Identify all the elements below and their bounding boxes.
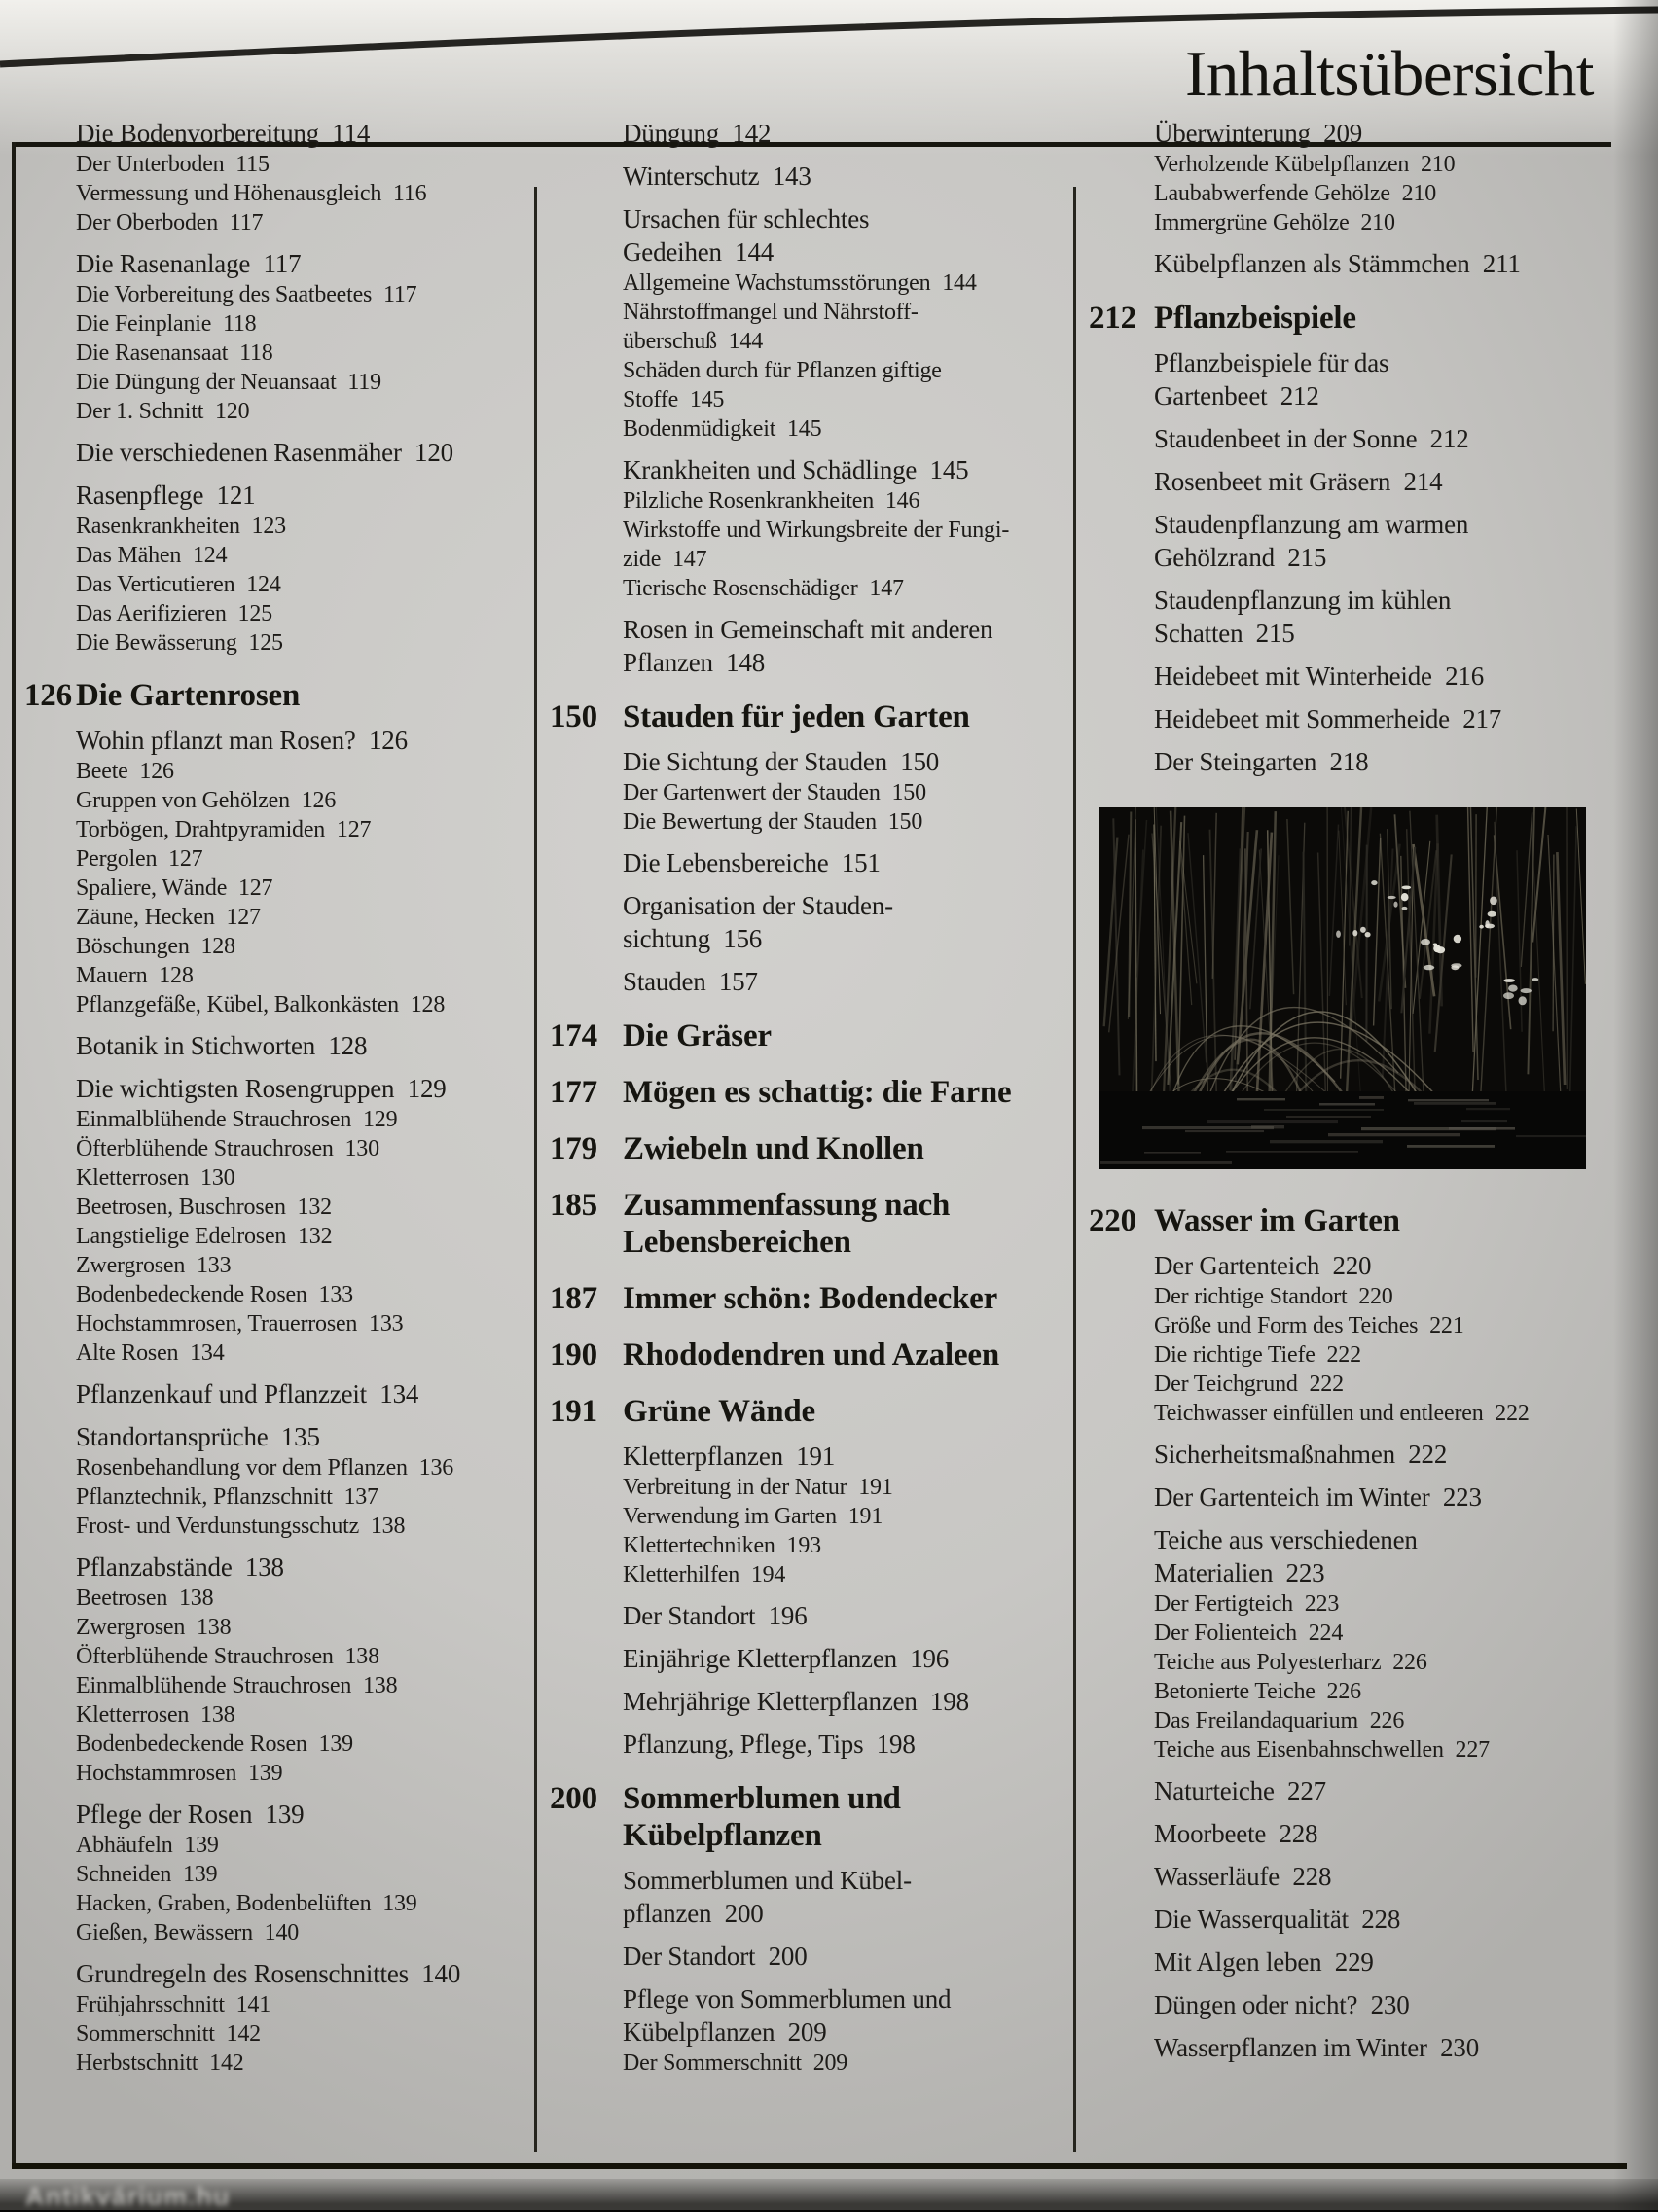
toc-entry bbox=[1084, 1481, 1635, 1514]
entry-label: Alte Rosen 134 bbox=[76, 1340, 225, 1366]
entry-label: Die Rasenansaat 118 bbox=[76, 340, 273, 366]
toc-entry bbox=[19, 1420, 525, 1453]
toc-chapter-entry bbox=[545, 1130, 1080, 1167]
toc-entry bbox=[1084, 179, 1635, 208]
chapter-title: Wasser im Garten bbox=[1154, 1203, 1400, 1238]
entry-label: Schneiden 139 bbox=[76, 1862, 217, 1887]
chapter-title: Immer schön: Bodendecker bbox=[623, 1281, 997, 1316]
entry-label: Der Teichgrund 222 bbox=[1154, 1372, 1344, 1397]
toc-entry bbox=[545, 889, 1080, 955]
toc-entry bbox=[19, 1377, 525, 1410]
toc-entry bbox=[545, 1982, 1080, 2049]
entry-label: Der Sommerschnitt 209 bbox=[623, 2051, 847, 2076]
entry-label: Die Bewässerung 125 bbox=[76, 630, 283, 656]
toc-entry bbox=[1084, 117, 1635, 150]
toc-entry bbox=[19, 179, 525, 208]
toc-entry bbox=[1084, 584, 1635, 650]
toc-entry bbox=[1084, 1945, 1635, 1979]
toc-entry bbox=[19, 1222, 525, 1251]
entry-label: Frühjahrsschnitt 141 bbox=[76, 1992, 270, 2017]
entry-label: Einmalblühende Strauchrosen 138 bbox=[76, 1673, 397, 1698]
toc-column-2 bbox=[545, 117, 1080, 2078]
toc-entry bbox=[19, 280, 525, 309]
toc-entry bbox=[19, 1613, 525, 1642]
toc-entry bbox=[1084, 1677, 1635, 1706]
watermark-text: Antikvárium.hu bbox=[25, 2182, 231, 2212]
toc-entry bbox=[19, 150, 525, 179]
toc-entry bbox=[1084, 422, 1635, 455]
entry-label: Spaliere, Wände 127 bbox=[76, 875, 272, 901]
toc-chapter-entry bbox=[545, 1393, 1080, 1430]
entry-label: Größe und Form des Teiches 221 bbox=[1154, 1313, 1464, 1338]
entry-label: Allgemeine Wachstumsstörungen 144 bbox=[623, 270, 977, 296]
chapter-number: 126 bbox=[24, 677, 72, 714]
entry-label: Das Mähen 124 bbox=[76, 543, 227, 568]
toc-entry bbox=[1084, 1619, 1635, 1648]
entry-label: Die richtige Tiefe 222 bbox=[1154, 1342, 1361, 1368]
entry-label: Der Steingarten 218 bbox=[1154, 747, 1368, 776]
chapter-title: Die Gräser bbox=[623, 1018, 772, 1053]
toc-column-3 bbox=[1084, 117, 1635, 2064]
toc-entry bbox=[19, 309, 525, 339]
toc-entry bbox=[19, 1072, 525, 1105]
toc-entry bbox=[19, 1671, 525, 1700]
chapter-number: 220 bbox=[1089, 1202, 1136, 1239]
entry-label: Laubabwerfende Gehölze 210 bbox=[1154, 181, 1436, 206]
toc-chapter-entry bbox=[545, 1017, 1080, 1054]
entry-label: Kletterpflanzen 191 bbox=[623, 1442, 835, 1471]
toc-entry bbox=[19, 1798, 525, 1831]
toc-entry bbox=[1084, 1399, 1635, 1428]
entry-label: Organisation der Stauden- sichtung 156 bbox=[623, 891, 893, 953]
entry-label: Der Fertigteich 223 bbox=[1154, 1591, 1339, 1617]
toc-entry bbox=[19, 570, 525, 599]
toc-chapter-entry bbox=[545, 1187, 1080, 1261]
entry-label: Pflanzenkauf und Pflanzzeit 134 bbox=[76, 1379, 418, 1409]
toc-entry bbox=[1084, 1774, 1635, 1807]
toc-entry bbox=[1084, 1311, 1635, 1340]
entry-label: Die Rasenanlage 117 bbox=[76, 249, 301, 278]
toc-entry bbox=[1084, 1370, 1635, 1399]
toc-entry bbox=[19, 1453, 525, 1482]
toc-entry bbox=[19, 2049, 525, 2078]
entry-label: Die Wasserqualität 228 bbox=[1154, 1905, 1400, 1934]
toc-entry bbox=[1084, 660, 1635, 693]
entry-label: Das Aerifizieren 125 bbox=[76, 601, 272, 626]
entry-label: Sommerblumen und Kübel- pflanzen 200 bbox=[623, 1866, 912, 1928]
toc-column-1 bbox=[19, 117, 525, 2078]
entry-label: Winterschutz 143 bbox=[623, 161, 811, 191]
toc-chapter-entry bbox=[1084, 1202, 1635, 1239]
toc-entry bbox=[19, 1251, 525, 1280]
entry-label: Bodenbedeckende Rosen 133 bbox=[76, 1282, 353, 1307]
toc-entry bbox=[19, 1730, 525, 1759]
entry-label: Herbstschnitt 142 bbox=[76, 2051, 244, 2076]
toc-entry bbox=[19, 724, 525, 757]
toc-entry bbox=[545, 1940, 1080, 1973]
entry-label: Zwergrosen 133 bbox=[76, 1253, 231, 1278]
toc-entry bbox=[19, 1957, 525, 1990]
chapter-title: Stauden für jeden Garten bbox=[623, 699, 970, 734]
toc-entry bbox=[19, 479, 525, 512]
toc-entry bbox=[19, 1990, 525, 2019]
toc-entry bbox=[19, 1584, 525, 1613]
toc-entry bbox=[19, 932, 525, 961]
entry-label: Rosenbeet mit Gräsern 214 bbox=[1154, 467, 1442, 496]
entry-label: Pflanzgefäße, Kübel, Balkonkästen 128 bbox=[76, 992, 445, 1017]
entry-label: Staudenpflanzung im kühlen Schatten 215 bbox=[1154, 586, 1451, 648]
entry-label: Öfterblühende Strauchrosen 138 bbox=[76, 1644, 379, 1669]
toc-entry bbox=[19, 1759, 525, 1788]
entry-label: Beete 126 bbox=[76, 759, 174, 784]
toc-entry bbox=[545, 516, 1080, 574]
page-title: Inhaltsübersicht bbox=[1185, 37, 1594, 112]
toc-entry bbox=[545, 298, 1080, 356]
toc-entry bbox=[545, 778, 1080, 807]
entry-label: Ursachen für schlechtes Gedeihen 144 bbox=[623, 204, 869, 267]
entry-label: Böschungen 128 bbox=[76, 934, 235, 959]
toc-entry bbox=[19, 1280, 525, 1309]
entry-label: Pflege der Rosen 139 bbox=[76, 1800, 304, 1829]
entry-label: Die Bewertung der Stauden 150 bbox=[623, 809, 922, 835]
toc-chapter-entry bbox=[545, 1074, 1080, 1111]
toc-entry bbox=[1084, 508, 1635, 574]
entry-label: Die Feinplanie 118 bbox=[76, 311, 256, 337]
toc-entry bbox=[19, 599, 525, 628]
toc-entry bbox=[19, 903, 525, 932]
entry-label: Rosen in Gemeinschaft mit anderen Pflanzen 148 bbox=[623, 615, 992, 677]
chapter-number: 185 bbox=[550, 1187, 597, 1224]
toc-entry bbox=[545, 1642, 1080, 1675]
pond-plants-photo bbox=[1099, 807, 1586, 1169]
entry-label: Teiche aus Polyesterharz 226 bbox=[1154, 1650, 1427, 1675]
toc-entry bbox=[19, 368, 525, 397]
entry-label: Einmalblühende Strauchrosen 129 bbox=[76, 1107, 397, 1132]
entry-label: Düngung 142 bbox=[623, 119, 771, 148]
toc-chapter-entry bbox=[545, 1337, 1080, 1374]
entry-label: Frost- und Verdunstungsschutz 138 bbox=[76, 1514, 405, 1539]
entry-label: Der Unterboden 115 bbox=[76, 152, 270, 177]
entry-label: Verholzende Kübelpflanzen 210 bbox=[1154, 152, 1455, 177]
entry-label: Pflanzbeispiele für das Gartenbeet 212 bbox=[1154, 348, 1388, 410]
column-divider-1 bbox=[534, 187, 537, 2152]
entry-label: Sicherheitsmaßnahmen 222 bbox=[1154, 1440, 1447, 1469]
entry-label: Abhäufeln 139 bbox=[76, 1833, 219, 1858]
entry-label: Der Folienteich 224 bbox=[1154, 1621, 1343, 1646]
toc-entry bbox=[19, 541, 525, 570]
toc-entry bbox=[1084, 208, 1635, 237]
entry-label: Hochstammrosen 139 bbox=[76, 1761, 282, 1786]
entry-label: Wirkstoffe und Wirkungsbreite der Fungi- zide 147 bbox=[623, 517, 1009, 572]
toc-entry bbox=[545, 160, 1080, 193]
entry-label: Zäune, Hecken 127 bbox=[76, 905, 261, 930]
entry-label: Pilzliche Rosenkrankheiten 146 bbox=[623, 488, 919, 514]
entry-label: Das Verticutieren 124 bbox=[76, 572, 281, 597]
entry-label: Botanik in Stichworten 128 bbox=[76, 1031, 367, 1060]
toc-entry bbox=[545, 1440, 1080, 1473]
toc-entry bbox=[19, 1338, 525, 1368]
entry-label: Die Bodenvorbereitung 114 bbox=[76, 119, 370, 148]
entry-label: Vermessung und Höhenausgleich 116 bbox=[76, 181, 426, 206]
toc-chapter-entry bbox=[545, 1280, 1080, 1317]
entry-label: Nährstoffmangel und Nährstoff- überschuß 144 bbox=[623, 300, 919, 354]
toc-entry bbox=[19, 1482, 525, 1512]
chapter-title: Zwiebeln und Knollen bbox=[623, 1131, 924, 1166]
chapter-number: 174 bbox=[550, 1017, 597, 1054]
entry-label: Der 1. Schnitt 120 bbox=[76, 399, 249, 424]
chapter-number: 200 bbox=[550, 1780, 597, 1817]
toc-entry bbox=[1084, 1988, 1635, 2021]
toc-entry bbox=[1084, 346, 1635, 412]
entry-label: Verwendung im Garten 191 bbox=[623, 1504, 883, 1529]
toc-entry bbox=[19, 1551, 525, 1584]
entry-label: Pergolen 127 bbox=[76, 846, 202, 872]
toc-entry bbox=[19, 1889, 525, 1918]
entry-label: Wasserpflanzen im Winter 230 bbox=[1154, 2033, 1479, 2062]
toc-entry bbox=[545, 965, 1080, 998]
chapter-number: 191 bbox=[550, 1393, 597, 1430]
entry-label: Mauern 128 bbox=[76, 963, 194, 988]
toc-chapter-entry bbox=[545, 1780, 1080, 1854]
toc-entry bbox=[1084, 1523, 1635, 1589]
entry-label: Die Lebensbereiche 151 bbox=[623, 848, 881, 877]
chapter-number: 187 bbox=[550, 1280, 597, 1317]
entry-label: Staudenbeet in der Sonne 212 bbox=[1154, 424, 1469, 453]
toc-entry bbox=[1084, 1249, 1635, 1282]
toc-entry bbox=[545, 1531, 1080, 1560]
toc-entry bbox=[1084, 1903, 1635, 1936]
entry-label: Pflege von Sommerblumen und Kübelpflanzen 209 bbox=[623, 1984, 951, 2047]
toc-entry bbox=[1084, 1706, 1635, 1735]
entry-label: Pflanzung, Pflege, Tips 198 bbox=[623, 1730, 916, 1759]
entry-label: Mehrjährige Kletterpflanzen 198 bbox=[623, 1687, 969, 1716]
toc-entry bbox=[545, 1502, 1080, 1531]
entry-label: Mit Algen leben 229 bbox=[1154, 1947, 1374, 1977]
toc-entry bbox=[545, 1473, 1080, 1502]
entry-label: Der Standort 196 bbox=[623, 1601, 808, 1630]
entry-label: Beetrosen, Buschrosen 132 bbox=[76, 1195, 332, 1220]
toc-entry bbox=[1084, 1340, 1635, 1370]
toc-entry bbox=[1084, 1589, 1635, 1619]
toc-entry bbox=[545, 202, 1080, 268]
entry-label: Der Standort 200 bbox=[623, 1942, 808, 1971]
toc-entry bbox=[19, 1029, 525, 1062]
entry-label: Düngen oder nicht? 230 bbox=[1154, 1990, 1410, 2019]
toc-entry bbox=[19, 247, 525, 280]
toc-entry bbox=[19, 628, 525, 658]
toc-chapter-entry bbox=[1084, 300, 1635, 337]
toc-entry bbox=[19, 786, 525, 815]
toc-entry bbox=[19, 512, 525, 541]
toc-entry bbox=[545, 1728, 1080, 1761]
toc-entry bbox=[19, 757, 525, 786]
entry-label: Standortansprüche 135 bbox=[76, 1422, 320, 1451]
entry-label: Teiche aus verschiedenen Materialien 223 bbox=[1154, 1525, 1418, 1588]
entry-label: Die Vorbereitung des Saatbeetes 117 bbox=[76, 282, 416, 307]
entry-label: Klettertechniken 193 bbox=[623, 1533, 821, 1558]
entry-label: Verbreitung in der Natur 191 bbox=[623, 1475, 893, 1500]
entry-label: Immergrüne Gehölze 210 bbox=[1154, 210, 1395, 235]
toc-entry bbox=[545, 613, 1080, 679]
entry-label: Sommerschnitt 142 bbox=[76, 2021, 261, 2047]
toc-entry bbox=[19, 1134, 525, 1163]
toc-entry bbox=[1084, 1860, 1635, 1893]
toc-entry bbox=[19, 1309, 525, 1338]
entry-label: Kletterrosen 138 bbox=[76, 1702, 234, 1728]
entry-label: Das Freilandaquarium 226 bbox=[1154, 1708, 1404, 1733]
toc-entry bbox=[19, 1860, 525, 1889]
entry-label: Moorbeete 228 bbox=[1154, 1819, 1317, 1848]
toc-entry bbox=[19, 1918, 525, 1947]
toc-entry bbox=[19, 1642, 525, 1671]
toc-entry bbox=[545, 574, 1080, 603]
toc-entry bbox=[545, 356, 1080, 414]
toc-entry bbox=[545, 453, 1080, 486]
entry-label: Staudenpflanzung am warmen Gehölzrand 215 bbox=[1154, 510, 1468, 572]
toc-entry bbox=[545, 745, 1080, 778]
entry-label: Die Düngung der Neuansaat 119 bbox=[76, 370, 381, 395]
entry-label: Der Gartenwert der Stauden 150 bbox=[623, 780, 926, 805]
toc-entry bbox=[19, 117, 525, 150]
entry-label: Bodenbedeckende Rosen 139 bbox=[76, 1731, 353, 1757]
bottom-rule bbox=[12, 2163, 1627, 2169]
entry-label: Krankheiten und Schädlinge 145 bbox=[623, 455, 968, 484]
entry-label: Überwinterung 209 bbox=[1154, 119, 1362, 148]
entry-label: Gießen, Bewässern 140 bbox=[76, 1920, 299, 1945]
chapter-title: Rhododendren und Azaleen bbox=[623, 1338, 999, 1373]
chapter-title: Grüne Wände bbox=[623, 1394, 815, 1429]
toc-entry bbox=[19, 1700, 525, 1730]
entry-label: Grundregeln des Rosenschnittes 140 bbox=[76, 1959, 460, 1988]
entry-label: Der Oberboden 117 bbox=[76, 210, 263, 235]
toc-entry bbox=[19, 874, 525, 903]
entry-label: Tierische Rosenschädiger 147 bbox=[623, 576, 904, 601]
toc-entry bbox=[1084, 465, 1635, 498]
toc-entry bbox=[1084, 1735, 1635, 1765]
toc-chapter-entry bbox=[19, 677, 525, 714]
toc-entry bbox=[19, 208, 525, 237]
entry-label: Schäden durch für Pflanzen giftige Stoffe 145 bbox=[623, 358, 942, 412]
entry-label: Der richtige Standort 220 bbox=[1154, 1284, 1393, 1309]
entry-label: Bodenmüdigkeit 145 bbox=[623, 416, 821, 442]
entry-label: Kübelpflanzen als Stämmchen 211 bbox=[1154, 249, 1521, 278]
entry-label: Teichwasser einfüllen und entleeren 222 bbox=[1154, 1401, 1530, 1426]
toc-entry bbox=[545, 486, 1080, 516]
toc-entry bbox=[19, 844, 525, 874]
toc-entry bbox=[19, 1105, 525, 1134]
entry-label: Der Gartenteich im Winter 223 bbox=[1154, 1482, 1482, 1512]
toc-entry bbox=[19, 2019, 525, 2049]
toc-entry bbox=[1084, 150, 1635, 179]
toc-entry bbox=[19, 436, 525, 469]
entry-label: Die Sichtung der Stauden 150 bbox=[623, 747, 939, 776]
toc-entry bbox=[19, 1831, 525, 1860]
toc-entry bbox=[1084, 247, 1635, 280]
toc-entry bbox=[1084, 1817, 1635, 1850]
entry-label: Naturteiche 227 bbox=[1154, 1776, 1326, 1805]
entry-label: Rosenbehandlung vor dem Pflanzen 136 bbox=[76, 1455, 453, 1481]
entry-label: Langstielige Edelrosen 132 bbox=[76, 1224, 332, 1249]
entry-label: Zwergrosen 138 bbox=[76, 1615, 231, 1640]
entry-label: Hochstammrosen, Trauerrosen 133 bbox=[76, 1311, 403, 1337]
toc-entry bbox=[545, 2049, 1080, 2078]
toc-entry bbox=[545, 414, 1080, 444]
entry-label: Torbögen, Drahtpyramiden 127 bbox=[76, 817, 371, 842]
toc-chapter-entry bbox=[545, 698, 1080, 735]
toc-entry bbox=[545, 1560, 1080, 1589]
toc-entry bbox=[545, 1864, 1080, 1930]
chapter-title: Die Gartenrosen bbox=[76, 678, 300, 713]
entry-label: Die wichtigsten Rosengruppen 129 bbox=[76, 1074, 447, 1103]
entry-label: Betonierte Teiche 226 bbox=[1154, 1679, 1361, 1704]
entry-label: Heidebeet mit Sommerheide 217 bbox=[1154, 704, 1501, 733]
entry-label: Der Gartenteich 220 bbox=[1154, 1251, 1371, 1280]
toc-entry bbox=[19, 961, 525, 990]
toc-entry bbox=[1084, 1282, 1635, 1311]
toc-entry bbox=[545, 117, 1080, 150]
toc-entry bbox=[19, 1163, 525, 1193]
toc-entry bbox=[1084, 745, 1635, 778]
entry-label: Pflanztechnik, Pflanzschnitt 137 bbox=[76, 1484, 378, 1510]
chapter-title: Sommerblumen und Kübelpflanzen bbox=[623, 1781, 901, 1853]
toc-entry bbox=[19, 990, 525, 1019]
toc-entry bbox=[1084, 702, 1635, 735]
entry-label: Einjährige Kletterpflanzen 196 bbox=[623, 1644, 949, 1673]
entry-label: Kletterrosen 130 bbox=[76, 1165, 234, 1191]
entry-label: Stauden 157 bbox=[623, 967, 758, 996]
chapter-title: Zusammenfassung nach Lebensbereichen bbox=[623, 1188, 950, 1260]
entry-label: Wohin pflanzt man Rosen? 126 bbox=[76, 726, 408, 755]
entry-label: Rasenpflege 121 bbox=[76, 481, 255, 510]
chapter-number: 150 bbox=[550, 698, 597, 735]
bottom-photo-band bbox=[0, 2179, 1658, 2210]
entry-label: Hacken, Graben, Bodenbelüften 139 bbox=[76, 1891, 417, 1916]
chapter-title: Mögen es schattig: die Farne bbox=[623, 1075, 1012, 1110]
chapter-number: 177 bbox=[550, 1074, 597, 1111]
toc-entry bbox=[1084, 1438, 1635, 1471]
toc-entry bbox=[19, 339, 525, 368]
toc-entry bbox=[545, 1599, 1080, 1632]
entry-label: Kletterhilfen 194 bbox=[623, 1562, 785, 1588]
entry-label: Pflanzabstände 138 bbox=[76, 1552, 284, 1582]
toc-entry bbox=[545, 846, 1080, 879]
toc-entry bbox=[545, 1685, 1080, 1718]
chapter-title: Pflanzbeispiele bbox=[1154, 301, 1356, 336]
chapter-number: 212 bbox=[1089, 300, 1136, 337]
toc-entry bbox=[19, 1512, 525, 1541]
entry-label: Wasserläufe 228 bbox=[1154, 1862, 1331, 1891]
chapter-number: 190 bbox=[550, 1337, 597, 1374]
toc-entry bbox=[1084, 1648, 1635, 1677]
toc-entry bbox=[19, 815, 525, 844]
entry-label: Teiche aus Eisenbahnschwellen 227 bbox=[1154, 1737, 1490, 1763]
entry-label: Rasenkrankheiten 123 bbox=[76, 514, 286, 539]
toc-entry bbox=[1084, 2031, 1635, 2064]
chapter-number: 179 bbox=[550, 1130, 597, 1167]
entry-label: Heidebeet mit Winterheide 216 bbox=[1154, 661, 1484, 691]
entry-label: Gruppen von Gehölzen 126 bbox=[76, 788, 336, 813]
toc-entry bbox=[545, 268, 1080, 298]
toc-entry bbox=[19, 397, 525, 426]
entry-label: Beetrosen 138 bbox=[76, 1586, 213, 1611]
toc-entry bbox=[19, 1193, 525, 1222]
toc-entry bbox=[545, 807, 1080, 837]
entry-label: Öfterblühende Strauchrosen 130 bbox=[76, 1136, 379, 1161]
left-rule bbox=[12, 142, 16, 2165]
entry-label: Die verschiedenen Rasenmäher 120 bbox=[76, 438, 453, 467]
